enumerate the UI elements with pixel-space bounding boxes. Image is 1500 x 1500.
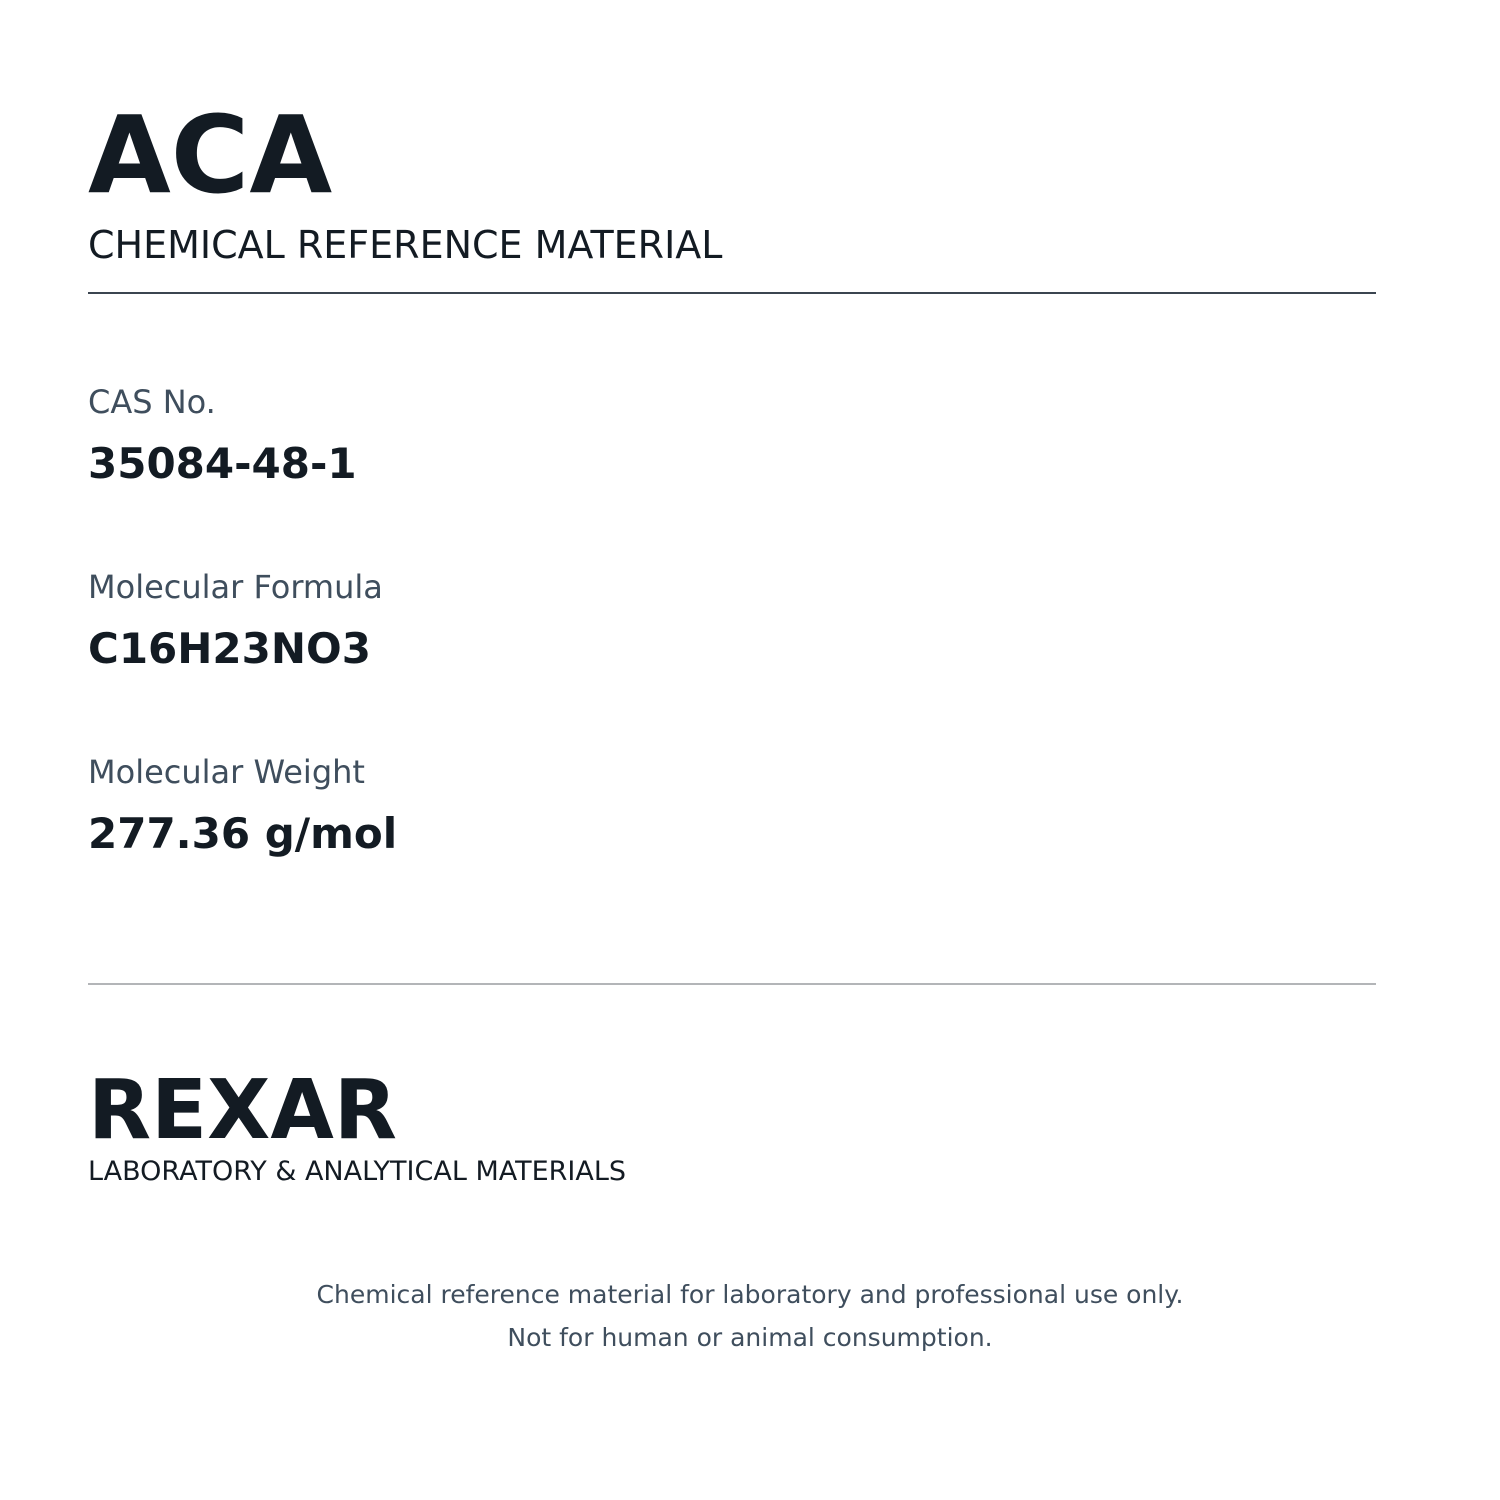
brand-name: REXAR xyxy=(88,1063,397,1158)
cas-value: 35084-48-1 xyxy=(88,439,357,488)
brand-tagline: LABORATORY & ANALYTICAL MATERIALS xyxy=(88,1156,627,1187)
product-code: ACA xyxy=(88,94,333,218)
formula-value: C16H23NO3 xyxy=(88,624,371,673)
product-subtitle: CHEMICAL REFERENCE MATERIAL xyxy=(88,223,723,267)
bottom-divider xyxy=(88,983,1376,985)
weight-value: 277.36 g/mol xyxy=(88,809,398,858)
top-divider xyxy=(88,292,1376,294)
disclaimer-line-1: Chemical reference material for laboratory and professional use only. xyxy=(316,1280,1184,1309)
formula-label: Molecular Formula xyxy=(88,568,383,606)
weight-label: Molecular Weight xyxy=(88,753,365,791)
disclaimer-line-2: Not for human or animal consumption. xyxy=(507,1323,993,1352)
cas-label: CAS No. xyxy=(88,383,216,421)
